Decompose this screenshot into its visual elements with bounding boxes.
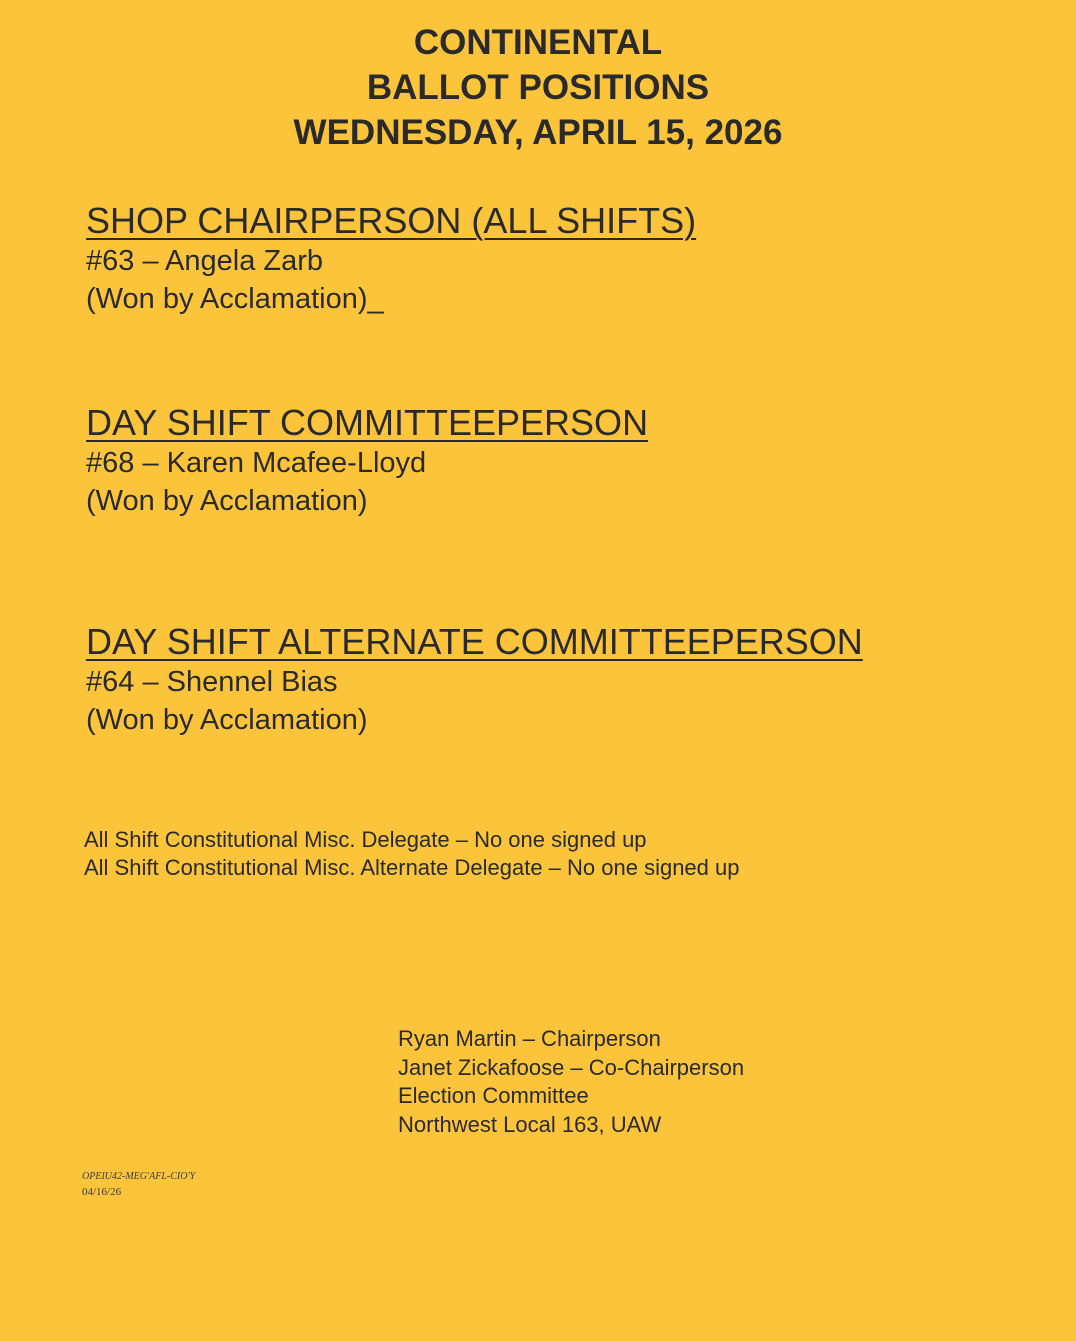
header-line-1: CONTINENTAL [413, 23, 663, 62]
footer-date: 04/16/26 [82, 1186, 122, 1198]
misc-delegate-notes [84, 826, 740, 882]
section-title: DAY SHIFT ALTERNATE COMMITTEEPERSON [86, 621, 863, 662]
signature-block [398, 1025, 744, 1139]
candidate-line: #64 – Shennel Bias [86, 666, 338, 698]
result-line: (Won by Acclamation)_ [86, 283, 384, 315]
signature-co-chairperson: Janet Zickafoose – Co-Chairperson [398, 1054, 745, 1080]
header-line-3: WEDNESDAY, APRIL 15, 2026 [293, 113, 783, 152]
section-day-shift-committeeperson [86, 402, 648, 520]
misc-delegate-line: All Shift Constitutional Misc. Delegate – No one signed up [84, 827, 647, 852]
section-day-shift-alternate-committeeperson [86, 621, 863, 739]
result-line: (Won by Acclamation) [86, 704, 368, 736]
section-shop-chairperson [86, 200, 696, 318]
result-line: (Won by Acclamation) [86, 485, 368, 517]
signature-committee: Election Committee [398, 1083, 589, 1108]
misc-alternate-delegate-line: All Shift Constitutional Misc. Alternate Delegate – No one signed up [84, 855, 740, 880]
candidate-line: #68 – Karen Mcafee-Lloyd [86, 447, 427, 479]
section-title: SHOP CHAIRPERSON (ALL SHIFTS) [86, 200, 697, 241]
union-footer [82, 1170, 195, 1200]
candidate-line: #63 – Angela Zarb [86, 245, 324, 277]
document-header [0, 20, 1076, 155]
union-label: OPEIU42-MEG'AFL-CIO'Y [82, 1171, 196, 1182]
section-title: DAY SHIFT COMMITTEEPERSON [86, 402, 649, 443]
signature-chairperson: Ryan Martin – Chairperson [398, 1026, 661, 1051]
header-line-2: BALLOT POSITIONS [366, 68, 710, 107]
signature-local: Northwest Local 163, UAW [398, 1111, 662, 1137]
